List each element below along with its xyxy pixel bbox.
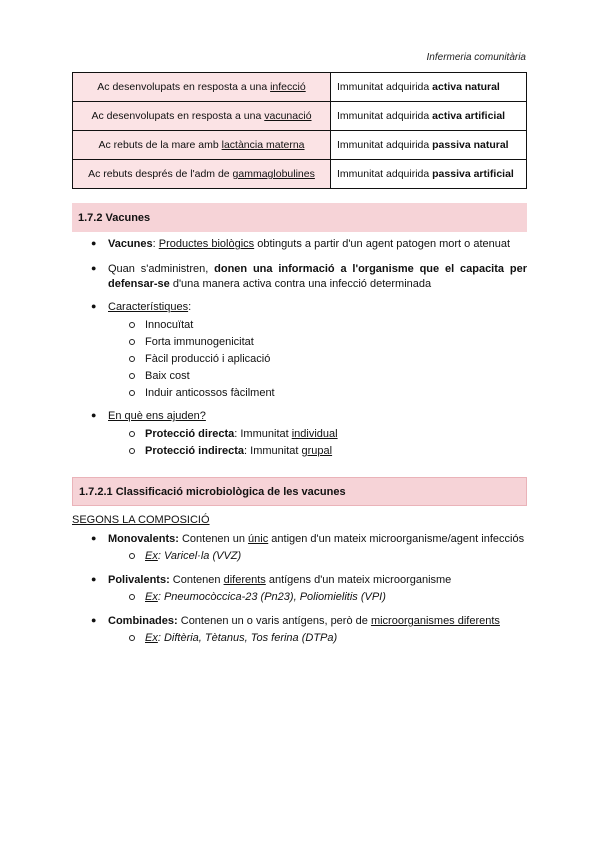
bullet-icon: ● <box>91 574 97 584</box>
list-item: En què ens ajuden? <box>108 410 206 422</box>
table-cell: Immunitat adquirida passiva natural <box>331 131 527 160</box>
list-item: Ex: Diftèria, Tètanus, Tos ferina (DTPa) <box>145 632 338 644</box>
list-item: Baix cost <box>145 370 190 382</box>
list-item: Innocuïtat <box>145 319 194 331</box>
circle-bullet-icon <box>129 448 135 454</box>
circle-bullet-icon <box>129 373 135 379</box>
table-row <box>73 73 527 102</box>
list-item: Característiques: <box>108 301 192 313</box>
list-item: Protecció directa: Immunitat individual <box>145 428 338 440</box>
immunity-table <box>72 72 527 189</box>
list-item: Forta immunogenicitat <box>145 336 254 348</box>
table-cell: Ac rebuts després de l'adm de gammaglobulines <box>73 160 331 189</box>
list-item: Quan s'administren, donen una informació a l'organisme que el capacita per <box>108 263 527 275</box>
table-row <box>73 131 527 160</box>
bullet-icon: ● <box>91 410 97 420</box>
table-row <box>73 160 527 189</box>
list-item: Vacunes: Productes biològics obtinguts a partir d'un agent patogen mort o atenuat <box>108 238 511 250</box>
table-cell: Immunitat adquirida passiva artificial <box>331 160 527 189</box>
page-header: Infermeria comunitària <box>426 52 526 63</box>
circle-bullet-icon <box>129 594 135 600</box>
list-item: Combinades: Contenen un o varis antígens, però de microorganismes diferents <box>108 615 500 627</box>
table-cell: Ac rebuts de la mare amb lactància materna <box>73 131 331 160</box>
table-cell: Immunitat adquirida activa artificial <box>331 102 527 131</box>
table-cell: Ac desenvolupats en resposta a una vacunació <box>73 102 331 131</box>
section-heading-vacunes: 1.7.2 Vacunes <box>72 203 527 232</box>
circle-bullet-icon <box>129 322 135 328</box>
circle-bullet-icon <box>129 635 135 641</box>
circle-bullet-icon <box>129 431 135 437</box>
table-cell: Immunitat adquirida activa natural <box>331 73 527 102</box>
list-item: Induir anticossos fàcilment <box>145 387 275 399</box>
bullet-icon: ● <box>91 238 97 248</box>
circle-bullet-icon <box>129 553 135 559</box>
bullet-icon: ● <box>91 263 97 273</box>
circle-bullet-icon <box>129 356 135 362</box>
list-item-continued: defensar-se d'una manera activa contra una infecció determinada <box>108 278 432 290</box>
bullet-icon: ● <box>91 615 97 625</box>
table-cell: Ac desenvolupats en resposta a una infecció <box>73 73 331 102</box>
circle-bullet-icon <box>129 339 135 345</box>
list-item: Fàcil producció i aplicació <box>145 353 271 365</box>
list-item: Protecció indirecta: Immunitat grupal <box>145 445 333 457</box>
list-item: Ex: Pneumocòccica-23 (Pn23), Poliomielitis (VPI) <box>145 591 386 603</box>
list-item: Monovalents: Contenen un únic antigen d'un mateix microorganisme/agent infecciós <box>108 533 525 545</box>
table-row <box>73 102 527 131</box>
bullet-icon: ● <box>91 533 97 543</box>
circle-bullet-icon <box>129 390 135 396</box>
section-heading-classificacio: 1.7.2.1 Classificació microbiològica de les vacunes <box>72 477 527 506</box>
subheading-composicio: SEGONS LA COMPOSICIÓ <box>72 514 210 526</box>
list-item: Polivalents: Contenen diferents antígens d'un mateix microorganisme <box>108 574 452 586</box>
bullet-icon: ● <box>91 301 97 311</box>
list-item: Ex: Varicel·la (VVZ) <box>145 550 242 562</box>
